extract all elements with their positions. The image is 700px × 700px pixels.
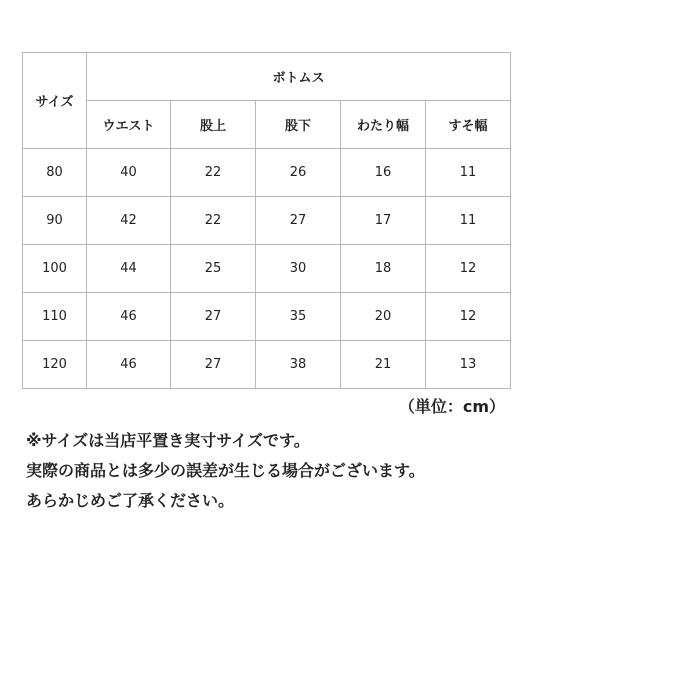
table-row: [23, 197, 511, 245]
table-cell: 11: [426, 197, 511, 245]
table-cell: 46: [87, 293, 171, 341]
size-cell: 110: [23, 293, 87, 341]
column-header-waist: ウエスト: [87, 101, 171, 149]
table-cell: 42: [87, 197, 171, 245]
table-cell: 40: [87, 149, 171, 197]
table-cell: 20: [341, 293, 426, 341]
size-cell: 100: [23, 245, 87, 293]
table-row: [23, 341, 511, 389]
table-cell: 22: [171, 149, 256, 197]
table-cell: 17: [341, 197, 426, 245]
column-header-rise: 股上: [171, 101, 256, 149]
size-table: [22, 52, 511, 389]
table-cell: 21: [341, 341, 426, 389]
note-line: あらかじめご了承ください。: [26, 491, 235, 510]
table-cell: 16: [341, 149, 426, 197]
table-row: [23, 149, 511, 197]
size-header: サイズ: [23, 53, 87, 149]
header-row: [23, 53, 511, 101]
table-cell: 22: [171, 197, 256, 245]
table-cell: 27: [171, 293, 256, 341]
table-cell: 35: [256, 293, 341, 341]
table-cell: 18: [341, 245, 426, 293]
note-line: ※サイズは当店平置き実寸サイズです。: [26, 431, 310, 450]
column-header-inseam: 股下: [256, 101, 341, 149]
table-cell: 11: [426, 149, 511, 197]
column-header-hem-width: すそ幅: [426, 101, 511, 149]
table-cell: 44: [87, 245, 171, 293]
column-header-thigh-width: わたり幅: [341, 101, 426, 149]
notes: [26, 426, 425, 516]
table-cell: 26: [256, 149, 341, 197]
table-cell: 27: [256, 197, 341, 245]
table-cell: 38: [256, 341, 341, 389]
table-cell: 25: [171, 245, 256, 293]
table-cell: 27: [171, 341, 256, 389]
table-row: [23, 293, 511, 341]
note-line: 実際の商品とは多少の誤差が生じる場合がございます。: [26, 461, 425, 480]
table-cell: 46: [87, 341, 171, 389]
size-cell: 120: [23, 341, 87, 389]
column-header-row: [23, 101, 511, 149]
table-cell: 12: [426, 293, 511, 341]
size-cell: 80: [23, 149, 87, 197]
table-cell: 30: [256, 245, 341, 293]
table-cell: 12: [426, 245, 511, 293]
table-row: [23, 245, 511, 293]
size-cell: 90: [23, 197, 87, 245]
table-cell: 13: [426, 341, 511, 389]
group-header: ボトムス: [87, 53, 511, 101]
unit-note: （単位：cm）: [398, 397, 505, 416]
